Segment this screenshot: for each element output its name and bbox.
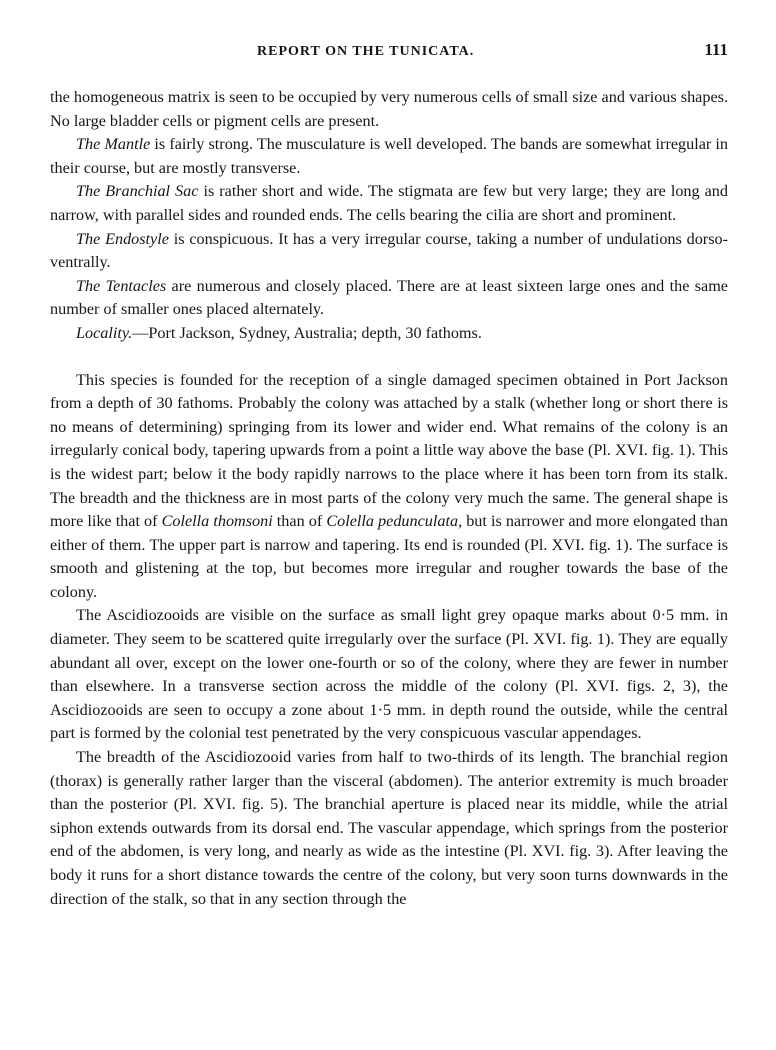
- heading-locality: Locality.: [76, 323, 133, 342]
- species-name-pedunculata: Colella pedunculata,: [326, 512, 463, 531]
- paragraph-branchial-sac: [50, 180, 728, 227]
- page-number: 111: [704, 40, 728, 59]
- heading-tentacles: The Tentacles: [76, 276, 167, 295]
- paragraph-locality: [50, 322, 728, 346]
- species-name-thomsoni: Colella thomsoni: [161, 512, 273, 531]
- paragraph-tentacles: [50, 275, 728, 322]
- text-locality: —Port Jackson, Sydney, Australia; depth, 30 fathoms.: [132, 323, 482, 342]
- heading-mantle: The Mantle: [76, 135, 151, 154]
- heading-branchial-sac: The Branchial Sac: [76, 182, 199, 201]
- text-species-part3: but is narrower and more elongated than either of them. The upper part is narrow and tapering. Its end is rounded (Pl. XVI. fig. 1). The surface is smooth and glistening at the top, but becomes more irregular and rougher towards the base of the colony.: [50, 512, 728, 601]
- text-species-part2: than of: [272, 512, 327, 531]
- body-text: [50, 86, 728, 911]
- text-mantle: is fairly strong. The musculature is well developed. The bands are somewhat irregular in their course, but are mostly transverse.: [50, 135, 728, 177]
- text-species-part1: This species is founded for the reception of a single damaged specimen obtained in Port Jackson from a depth of 30 fathoms. Probably the colony was attached by a stalk (whether long or short there is no means of determining) springing from its lower and wider end. What remains of the colony is an irregularly conical body, tapering upwards from a point a little way above the base (Pl. XVI. fig. 1). This is the widest part; below it the body rapidly narrows to the place where it has been torn from its stalk. The breadth and the thickness are in most parts of the colony very much the same. The general shape is more like that of: [50, 370, 728, 531]
- text-endostyle: is conspicuous. It has a very irregular course, taking a number of undulations dorso-ventrally.: [50, 229, 728, 272]
- paragraph-mantle: [50, 133, 728, 180]
- text-branchial-sac: is rather short and wide. The stigmata are few but very large; they are long and narrow, with parallel sides and rounded ends. The cells bearing the cilia are short and prominent.: [50, 182, 728, 224]
- document-page: [50, 40, 728, 911]
- running-head: [50, 40, 728, 66]
- text-tentacles: are numerous and closely placed. There are at least sixteen large ones and the same number of smaller ones placed alternately.: [50, 276, 728, 319]
- paragraph-ascidiozooid-breadth: The breadth of the Ascidiozooid varies from half to two-thirds of its length. The branchial region (thorax) is generally rather larger than the visceral (abdomen). The anterior extremity is much broader than the posterior (Pl. XVI. fig. 5). The branchial aperture is placed near its middle, while the atrial siphon extends outwards from its dorsal end. The vascular appendage, which springs from the posterior end of the abdomen, is very long, and nearly as wide as the intestine (Pl. XVI. fig. 3). After leaving the body it runs for a short distance towards the centre of the colony, but very soon turns downwards in the direction of the stalk, so that in any section through the: [50, 748, 728, 908]
- paragraph-endostyle: [50, 228, 728, 275]
- paragraph-continued: the homogeneous matrix is seen to be occupied by very numerous cells of small size and various shapes. No large bladder cells or pigment cells are present.: [50, 88, 728, 130]
- running-title: REPORT ON THE TUNICATA.: [257, 44, 475, 59]
- heading-endostyle: The Endostyle: [76, 229, 169, 248]
- paragraph-species-description: [50, 369, 728, 605]
- paragraph-ascidiozooids: The Ascidiozooids are visible on the surface as small light grey opaque marks about 0·5 mm. in diameter. They seem to be scattered quite irregularly over the surface (Pl. XVI. fig. 1). They are equally abundant all over, except on the lower one-fourth or so of the colony, where they are fewer in number than elsewhere. In a transverse section across the middle of the colony (Pl. XVI. figs. 2, 3), the Ascidiozooids are seen to occupy a zone about 1·5 mm. in depth round the outside, while the central part is formed by the colonial test penetrated by the very conspicuous vascular appendages.: [50, 606, 728, 743]
- section-gap: [50, 346, 728, 369]
